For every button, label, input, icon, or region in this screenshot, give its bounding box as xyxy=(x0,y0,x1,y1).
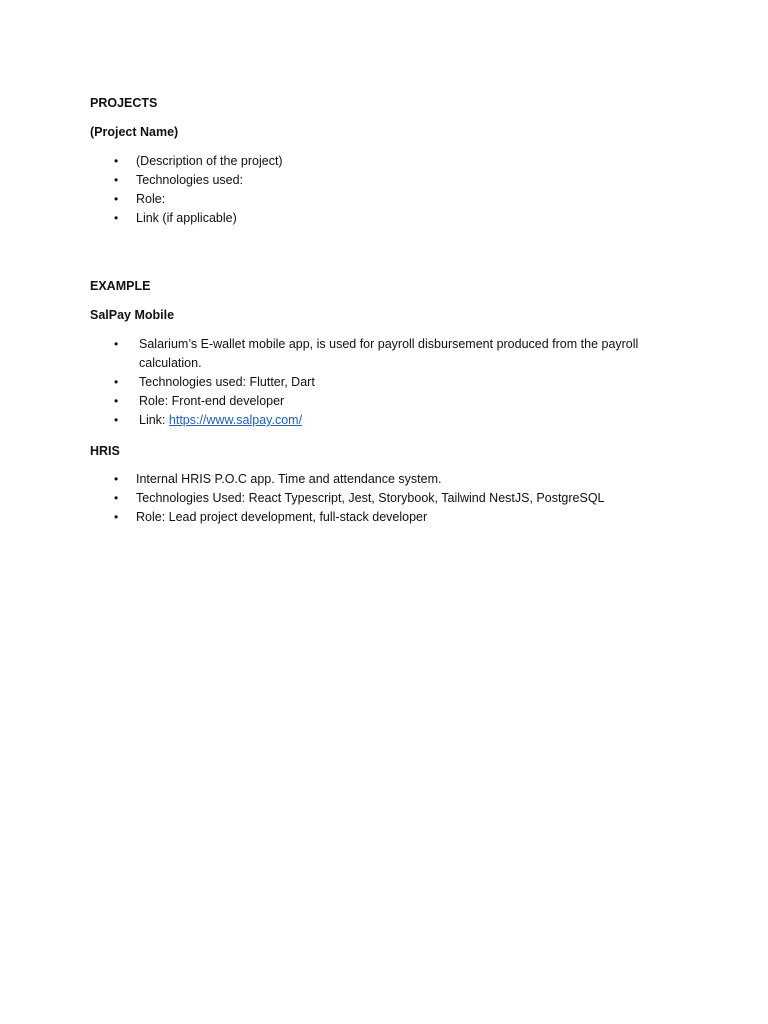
bullet-icon: • xyxy=(114,375,119,389)
example2-project-name: HRIS xyxy=(90,444,120,458)
list-item xyxy=(0,335,659,373)
list-item-text: (Description of the project) xyxy=(136,154,283,168)
list-item xyxy=(0,508,676,527)
list-item-text: Role: xyxy=(136,192,166,206)
list-item-text: Technologies used: Flutter, Dart xyxy=(139,375,315,389)
example1-project-name: SalPay Mobile xyxy=(90,308,175,322)
list-item-text xyxy=(139,411,659,430)
example1-bullet-list xyxy=(0,335,659,430)
bullet-icon: • xyxy=(114,491,119,505)
list-item xyxy=(0,373,659,392)
list-item xyxy=(0,209,676,228)
list-item-text: Salarium’s E-wallet mobile app, is used for payroll disbursement produced from the payroll calculation. xyxy=(139,337,639,370)
bullet-icon: • xyxy=(114,472,119,486)
salpay-link[interactable]: https://www.salpay.com/ xyxy=(168,413,303,427)
list-item-text: Internal HRIS P.O.C app. Time and attendance system. xyxy=(136,472,442,486)
template-project-name: (Project Name) xyxy=(90,125,179,139)
list-item-text: Role: Lead project development, full-stack developer xyxy=(136,510,428,524)
template-bullet-list xyxy=(0,152,676,228)
list-item xyxy=(0,411,659,430)
bullet-icon: • xyxy=(114,154,119,168)
list-item-text: Link (if applicable) xyxy=(136,211,237,225)
bullet-icon: • xyxy=(114,192,119,206)
bullet-icon: • xyxy=(114,394,119,408)
list-item xyxy=(0,152,676,171)
bullet-icon: • xyxy=(114,337,119,351)
projects-heading: PROJECTS xyxy=(90,96,158,110)
example2-bullet-list xyxy=(0,470,676,527)
bullet-icon: • xyxy=(114,173,119,187)
bullet-icon: • xyxy=(114,510,119,524)
list-item xyxy=(0,190,676,209)
bullet-icon: • xyxy=(114,413,119,427)
example-heading: EXAMPLE xyxy=(90,279,151,293)
bullet-icon: • xyxy=(114,211,119,225)
link-prefix: Link: xyxy=(139,413,169,427)
list-item xyxy=(0,171,676,190)
list-item xyxy=(0,470,676,489)
list-item xyxy=(0,392,659,411)
list-item xyxy=(0,489,676,508)
list-item-text: Role: Front-end developer xyxy=(139,394,285,408)
list-item-text: Technologies used: xyxy=(136,173,244,187)
list-item-text: Technologies Used: React Typescript, Jest, Storybook, Tailwind NestJS, PostgreSQL xyxy=(136,491,605,505)
